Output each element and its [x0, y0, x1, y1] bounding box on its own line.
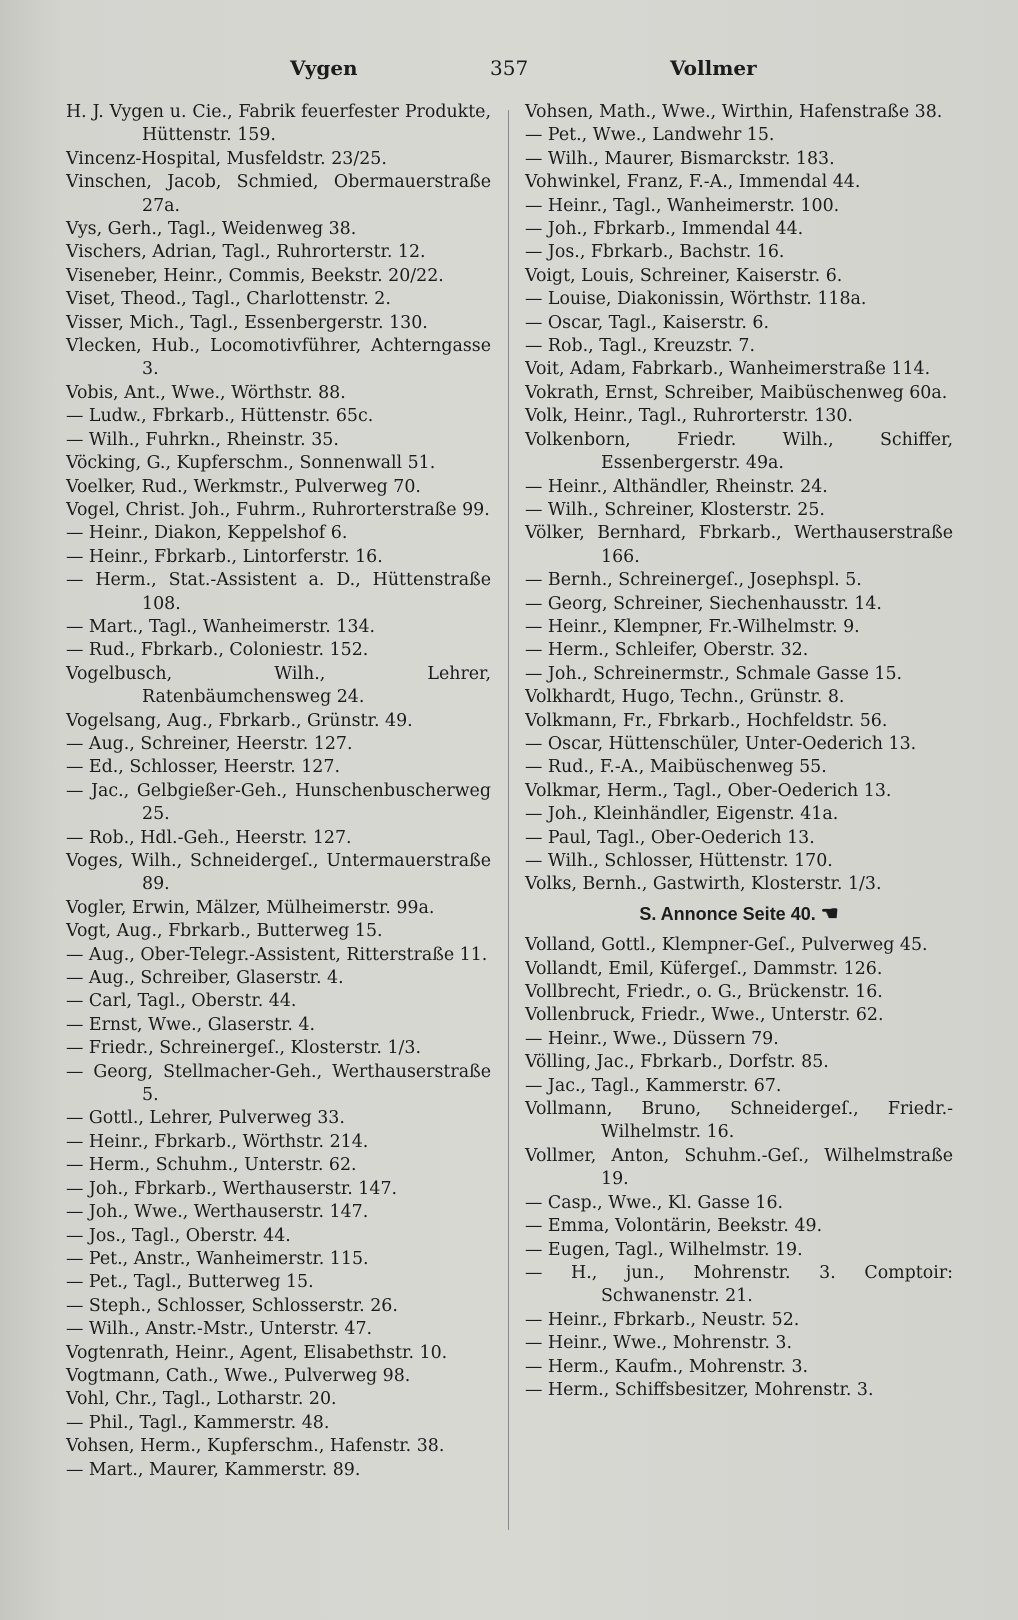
directory-entry: — Heinr., Fbrkarb., Lintorferstr. 16. — [66, 546, 383, 567]
directory-entry: — Pet., Wwe., Landwehr 15. — [525, 125, 775, 146]
directory-entry: — Joh., Schreinermstr., Schmale Gasse 15. — [525, 663, 903, 684]
page-header — [0, 56, 1018, 86]
directory-entry: Vogtenrath, Heinr., Agent, Elisabethstr. 10. — [66, 1342, 448, 1363]
directory-entry: — Paul, Tagl., Ober-Oederich 13. — [525, 827, 815, 848]
directory-entry: Vokrath, Ernst, Schreiber, Maibüschenweg 60a. — [525, 382, 948, 403]
directory-entry: Voigt, Louis, Schreiner, Kaiserstr. 6. — [525, 265, 843, 286]
directory-entry: — Aug., Schreiber, Glaserstr. 4. — [66, 968, 344, 989]
directory-entry: — Oscar, Hüttenschüler, Unter-Oederich 13. — [525, 733, 917, 754]
directory-entry: — Pet., Tagl., Butterweg 15. — [66, 1272, 314, 1293]
directory-entry: Vinschen, Jacob, Schmied, Obermauerstraße 27a. — [66, 172, 491, 216]
directory-entry: — Ed., Schlosser, Heerstr. 127. — [66, 757, 340, 778]
directory-entry: — Herm., Stat.-Assistent a. D., Hüttenstraße 108. — [66, 570, 491, 614]
directory-entry: — Aug., Ober-Telegr.-Assistent, Ritterstraße 11. — [66, 944, 488, 965]
directory-entry: — Herm., Schleifer, Oberstr. 32. — [525, 640, 809, 661]
directory-entry: — Joh., Fbrkarb., Werthauserstr. 147. — [66, 1178, 398, 1199]
directory-entry: — Heinr., Althändler, Rheinstr. 24. — [525, 476, 828, 497]
annonce-text: S. Annonce Seite 40. — [639, 903, 816, 924]
directory-entry: — Phil., Tagl., Kammerstr. 48. — [66, 1412, 330, 1433]
directory-entry: Vohsen, Math., Wwe., Wirthin, Hafenstraße 38. — [525, 102, 943, 122]
directory-entry: — Friedr., Schreinergeſ., Klosterstr. 1/3. — [66, 1038, 421, 1059]
directory-entry: Vogel, Christ. Joh., Fuhrm., Ruhrorterstraße 99. — [66, 499, 490, 520]
directory-entry: Vollandt, Emil, Küfergeſ., Dammstr. 126. — [525, 958, 883, 979]
directory-entry: Volkhardt, Hugo, Techn., Grünstr. 8. — [525, 687, 845, 708]
directory-entry: — Jos., Tagl., Oberstr. 44. — [66, 1225, 291, 1246]
left-column — [66, 101, 491, 1482]
directory-entry: — Carl, Tagl., Oberstr. 44. — [66, 991, 297, 1012]
directory-entry: — Rud., F.-A., Maibüschenweg 55. — [525, 757, 827, 778]
directory-entry: — Eugen, Tagl., Wilhelmstr. 19. — [525, 1239, 803, 1260]
directory-entry: Vöcking, G., Kupferschm., Sonnenwall 51. — [66, 453, 436, 474]
directory-entry: — Herm., Schiffsbesitzer, Mohrenstr. 3. — [525, 1379, 874, 1400]
directory-entry: Vys, Gerh., Tagl., Weidenweg 38. — [66, 219, 357, 240]
directory-entry: — Joh., Fbrkarb., Immendal 44. — [525, 219, 804, 240]
directory-entry: Viseneber, Heinr., Commis, Beekstr. 20/22. — [66, 265, 444, 286]
directory-entry: Volk, Heinr., Tagl., Ruhrorterstr. 130. — [525, 406, 853, 427]
directory-entry: — Heinr., Klempner, Fr.-Wilhelmstr. 9. — [525, 616, 860, 637]
directory-entry: — Georg, Schreiner, Siechenhausstr. 14. — [525, 593, 882, 614]
column-divider — [508, 110, 509, 1530]
pointing-hand-icon: ☚ — [820, 902, 839, 925]
directory-entry: — Wilh., Schlosser, Hüttenstr. 170. — [525, 851, 833, 871]
directory-entry: Volkenborn, Friedr. Wilh., Schiffer, Essenbergerstr. 49a. — [525, 429, 953, 474]
page-number: 357 — [490, 56, 529, 80]
directory-entry: — Wilh., Schreiner, Klosterstr. 25. — [525, 499, 825, 520]
directory-entry: — Herm., Kaufm., Mohrenstr. 3. — [525, 1356, 809, 1377]
directory-entry: Volland, Gottl., Klempner-Geſ., Pulverweg 45. — [525, 935, 928, 956]
right-column-part-b — [525, 934, 953, 1402]
directory-entry: Vohl, Chr., Tagl., Lotharstr. 20. — [66, 1389, 337, 1410]
directory-entry: — Jac., Tagl., Kammerstr. 67. — [525, 1075, 782, 1096]
directory-entry: Vollmer, Anton, Schuhm.-Geſ., Wilhelmstraße 19. — [525, 1145, 953, 1190]
directory-entry: Vincenz-Hospital, Musfeldstr. 23/25. — [66, 148, 387, 169]
directory-entry: Vobis, Ant., Wwe., Wörthstr. 88. — [66, 382, 346, 403]
header-right-word: Vollmer — [670, 56, 757, 80]
directory-entry: Vogt, Aug., Fbrkarb., Butterweg 15. — [66, 921, 383, 942]
directory-entry: Viset, Theod., Tagl., Charlottenstr. 2. — [66, 289, 391, 310]
directory-entry: Voit, Adam, Fabrkarb., Wanheimerstraße 114. — [525, 359, 931, 380]
directory-entry: — H., jun., Mohrenstr. 3. Comptoir: Schwanenstr. 21. — [525, 1262, 953, 1307]
directory-entry: — Louise, Diakonissin, Wörthstr. 118a. — [525, 289, 867, 310]
directory-entry: Vollenbruck, Friedr., Wwe., Unterstr. 62. — [525, 1005, 884, 1026]
right-column — [525, 101, 953, 1402]
directory-entry: — Herm., Schuhm., Unterstr. 62. — [66, 1155, 357, 1176]
directory-entry: — Ludw., Fbrkarb., Hüttenstr. 65c. — [66, 406, 374, 427]
directory-entry: — Bernh., Schreinergeſ., Josephspl. 5. — [525, 570, 862, 591]
directory-entry: Vohwinkel, Franz, F.-A., Immendal 44. — [525, 172, 861, 193]
directory-entry: Vollbrecht, Friedr., o. G., Brückenstr. 16. — [525, 982, 883, 1003]
directory-entry: — Heinr., Fbrkarb., Wörthstr. 214. — [66, 1131, 369, 1152]
directory-entry: Visser, Mich., Tagl., Essenbergerstr. 130. — [66, 312, 428, 333]
directory-entry: Vogelsang, Aug., Fbrkarb., Grünstr. 49. — [66, 710, 413, 731]
directory-entry: — Casp., Wwe., Kl. Gasse 16. — [525, 1192, 784, 1213]
directory-entry: — Mart., Tagl., Wanheimerstr. 134. — [66, 616, 376, 637]
directory-entry: Volkmar, Herm., Tagl., Ober-Oederich 13. — [525, 780, 892, 801]
directory-entry: — Jac., Gelbgießer-Geh., Hunschenbuscherweg 25. — [66, 780, 491, 825]
directory-entry: Voges, Wilh., Schneidergeſ., Untermauerstraße 89. — [66, 851, 491, 895]
directory-entry: — Aug., Schreiner, Heerstr. 127. — [66, 733, 353, 754]
directory-entry: — Heinr., Wwe., Düssern 79. — [525, 1028, 779, 1049]
directory-entry: — Jos., Fbrkarb., Bachstr. 16. — [525, 242, 785, 263]
directory-entry: — Joh., Wwe., Werthauserstr. 147. — [66, 1202, 369, 1223]
directory-entry: — Wilh., Maurer, Bismarckstr. 183. — [525, 148, 835, 169]
directory-entry: — Wilh., Anstr.-Mstr., Unterstr. 47. — [66, 1319, 373, 1340]
directory-entry: Volks, Bernh., Gastwirth, Klosterstr. 1/3. — [525, 874, 882, 895]
header-left-word: Vygen — [290, 56, 358, 80]
directory-entry: — Ernst, Wwe., Glaserstr. 4. — [66, 1014, 316, 1035]
directory-entry: — Oscar, Tagl., Kaiserstr. 6. — [525, 312, 769, 333]
directory-entry: — Rob., Tagl., Kreuzstr. 7. — [525, 336, 756, 357]
directory-entry: Voelker, Rud., Werkmstr., Pulverweg 70. — [66, 476, 421, 497]
directory-entry: — Heinr., Wwe., Mohrenstr. 3. — [525, 1333, 793, 1354]
directory-entry: Vogler, Erwin, Mälzer, Mülheimerstr. 99a. — [66, 897, 435, 918]
annonce-note — [525, 903, 953, 926]
directory-entry: — Heinr., Diakon, Keppelshof 6. — [66, 523, 348, 544]
directory-entry: Vlecken, Hub., Locomotivführer, Achterngasse 3. — [66, 336, 491, 380]
directory-entry: Vohsen, Herm., Kupferschm., Hafenstr. 38. — [66, 1436, 445, 1457]
directory-entry: Vischers, Adrian, Tagl., Ruhrorterstr. 12. — [66, 242, 426, 263]
directory-entry: — Heinr., Tagl., Wanheimerstr. 100. — [525, 195, 840, 216]
directory-entry: Vogtmann, Cath., Wwe., Pulverweg 98. — [66, 1365, 411, 1386]
directory-entry: — Gottl., Lehrer, Pulverweg 33. — [66, 1108, 345, 1129]
directory-entry: H. J. Vygen u. Cie., Fabrik feuerfester Produkte, Hüttenstr. 159. — [66, 102, 491, 146]
right-column-part-a — [525, 101, 953, 897]
directory-entry: Völling, Jac., Fbrkarb., Dorfstr. 85. — [525, 1052, 829, 1073]
directory-entry: — Wilh., Fuhrkn., Rheinstr. 35. — [66, 429, 339, 450]
directory-entry: — Joh., Kleinhändler, Eigenstr. 41a. — [525, 804, 839, 825]
directory-entry: — Steph., Schlosser, Schlosserstr. 26. — [66, 1295, 398, 1316]
directory-entry: — Rud., Fbrkarb., Coloniestr. 152. — [66, 640, 369, 661]
directory-entry: — Heinr., Fbrkarb., Neustr. 52. — [525, 1309, 800, 1330]
directory-entry: — Georg, Stellmacher-Geh., Werthauserstraße 5. — [66, 1061, 491, 1106]
directory-entry: Vollmann, Bruno, Schneidergeſ., Friedr.-Wilhelmstr. 16. — [525, 1099, 953, 1143]
directory-entry: Vogelbusch, Wilh., Lehrer, Ratenbäumchensweg 24. — [66, 663, 491, 708]
directory-entry: Völker, Bernhard, Fbrkarb., Werthauserstraße 166. — [525, 523, 953, 567]
directory-entry: — Rob., Hdl.-Geh., Heerstr. 127. — [66, 827, 352, 848]
directory-entry: — Pet., Anstr., Wanheimerstr. 115. — [66, 1248, 369, 1269]
directory-entry: — Emma, Volontärin, Beekstr. 49. — [525, 1216, 823, 1237]
directory-entry: — Mart., Maurer, Kammerstr. 89. — [66, 1459, 361, 1480]
directory-entry: Volkmann, Fr., Fbrkarb., Hochfeldstr. 56. — [525, 710, 888, 731]
